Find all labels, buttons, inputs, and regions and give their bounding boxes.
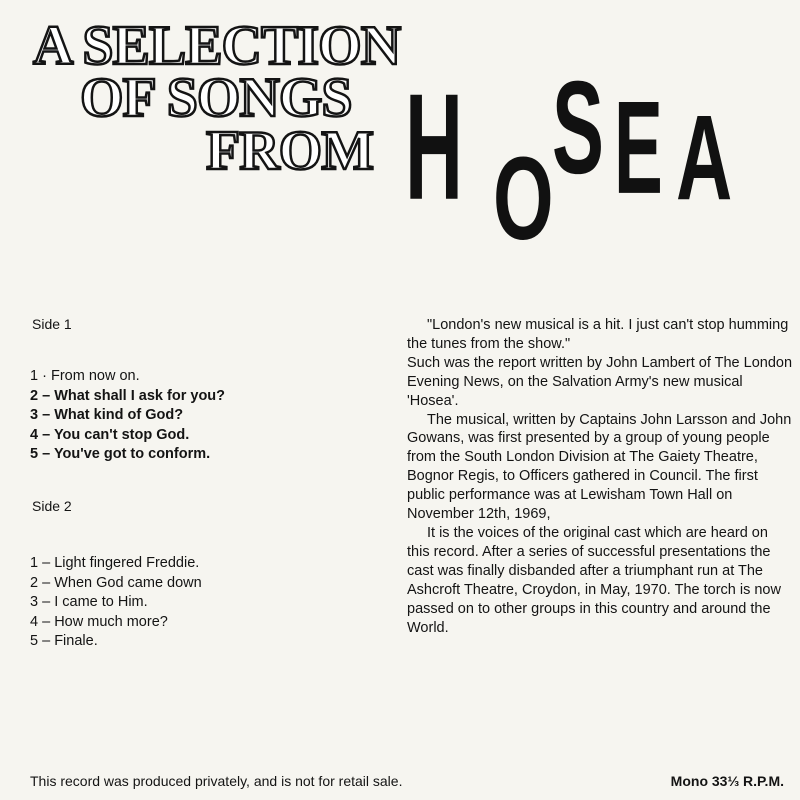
review-quote: "London's new musical is a hit. I just can't stop humming the tunes from the show.": [407, 317, 789, 352]
track-number: 3: [30, 594, 39, 610]
track-separator: –: [38, 594, 55, 610]
track-title: How much more?: [54, 613, 168, 630]
side-2-heading: Side 2: [32, 498, 72, 514]
track-number: 2: [30, 574, 39, 591]
track-separator: –: [38, 387, 55, 404]
side-1-heading: Side 1: [32, 316, 72, 332]
track-item: [30, 426, 225, 446]
track-separator: ·: [38, 368, 51, 384]
track-separator: –: [38, 574, 55, 591]
track-separator: –: [38, 407, 55, 423]
track-item: [30, 406, 225, 426]
track-title: Light fingered Freddie.: [54, 555, 200, 571]
track-item: [30, 445, 225, 465]
track-title: You've got to conform.: [53, 446, 211, 462]
side-2-track-list: [30, 554, 202, 652]
notes-paragraph: It is the voices of the original cast which are heard on this record. After a series of successful presentations the cast was finally disbanded after a triumphant run at The Ashcroft Theatre, Croydon, in May, 1970. The torch is now passed on to other groups in this country and around the World.: [407, 524, 781, 636]
track-number: 3: [30, 407, 39, 423]
notes-paragraph: The musical, written by Captains John Larsson and John Gowans, was first presented by a group of young people from the South London Division at The Gaiety Theatre, Bognor Regis, to Officers gathered in Council. The first public performance was at Lewisham Town Hall on November 12th, 1969,: [407, 411, 792, 523]
notes-paragraph: Such was the report written by John Lambert of The London Evening News, on the Salvation Army's new musical 'Hosea'.: [407, 354, 793, 409]
track-item: [30, 367, 225, 387]
track-separator: –: [38, 555, 55, 571]
track-number: 1: [30, 368, 39, 384]
track-item: [30, 593, 202, 613]
track-title: What shall I ask for you?: [54, 387, 226, 404]
track-separator: –: [38, 426, 54, 443]
track-title: When God came down: [54, 574, 202, 591]
show-name-letter-s: S: [552, 54, 604, 202]
track-item: [30, 387, 225, 407]
track-number: 5: [30, 633, 39, 649]
show-name-letter-e: E: [614, 74, 663, 222]
show-name-letter-a: A: [676, 90, 733, 226]
track-number: 4: [30, 426, 39, 443]
side-1-track-list: [30, 367, 225, 465]
track-number: 2: [30, 387, 39, 404]
track-separator: –: [38, 633, 55, 649]
track-item: [30, 574, 202, 594]
track-item: [30, 632, 202, 652]
track-number: 4: [30, 613, 39, 630]
track-number: 1: [30, 555, 39, 571]
track-item: [30, 554, 202, 574]
footer-note: This record was produced privately, and is not for retail sale.: [30, 773, 403, 789]
track-title: You can't stop God.: [53, 426, 190, 443]
track-title: From now on.: [50, 368, 140, 384]
playback-speed: Mono 33⅓ R.P.M.: [670, 773, 784, 789]
title-line-1: A SELECTION: [33, 15, 401, 77]
track-item: [30, 613, 202, 633]
sleeve-notes: [407, 316, 792, 637]
show-name-letter-o: O: [493, 133, 554, 265]
show-name-letter-h: H: [405, 63, 463, 232]
track-separator: –: [38, 446, 54, 462]
track-title: Finale.: [54, 633, 98, 649]
track-title: What kind of God?: [54, 407, 184, 423]
title-line-3: FROM: [206, 120, 374, 182]
track-number: 5: [30, 446, 39, 462]
title-line-2: OF SONGS: [80, 67, 352, 129]
track-title: I came to Him.: [54, 594, 148, 610]
track-separator: –: [38, 613, 55, 630]
